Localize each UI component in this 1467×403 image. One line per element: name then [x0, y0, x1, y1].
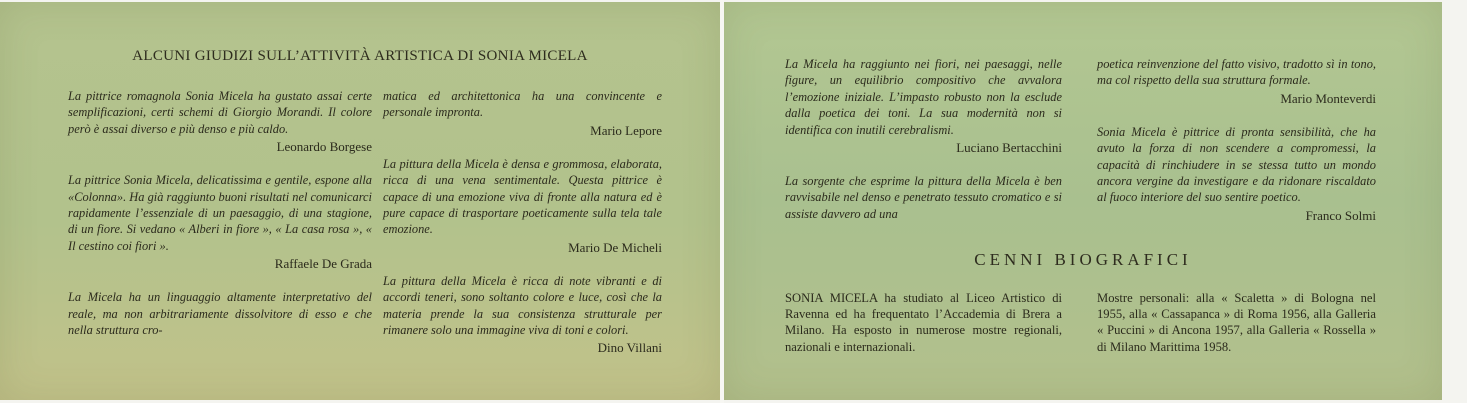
quote-author: Leonardo Borgese — [276, 139, 372, 155]
quote-author: Mario Monteverdi — [1280, 90, 1376, 106]
quote-author: Mario De Micheli — [568, 239, 662, 255]
quote-text: La pittura della Micela è ricca di note vibranti e di accordi teneri, sono soltanto colore e luce, così che la materia prende la sua consistenza strutturale per rimanere solo una immagine viva di toni e colori. — [383, 273, 662, 338]
quote-text: La Micela ha raggiunto nei fiori, nei paesaggi, nelle figure, un equilibrio compositivo che avvalora l’emozione iniziale. L’impasto robusto non la esclude dalla poetica dei toni. La sua modernità non si identifica con inutili cerebralismi. — [785, 57, 1062, 137]
quote-text: La sorgente che esprime la pittura della Micela è ben ravvisabile nel denso e penetrato tessuto cromatico e si assiste davvero ad una — [785, 174, 1062, 221]
biography-right: Mostre personali: alla « Scaletta » di Bologna nel 1955, alla « Cassapanca » di Roma 1956, alla Galleria « Puccini » di Ancona 1957, alla Galleria « Rossella » di Milano Marittima 1958. — [1097, 291, 1376, 354]
quote-text: La Micela ha un linguaggio altamente interpretativo del reale, ma non arbitrariamente dissolvitore di esso e che nella struttura cro- — [68, 290, 372, 338]
biography-left: SONIA MICELA ha studiato al Liceo Artistico di Ravenna ed ha frequentato l’Accademia di Brera a Milano. Ha esposto in numerose mostre regionali, nazionali e internazionali. — [785, 291, 1062, 354]
quote-text: matica ed architettonica ha una convincente e personale impronta. — [383, 89, 662, 120]
left-column-2 — [383, 88, 662, 356]
quote-text: La pittrice romagnola Sonia Micela ha gustato assai certe semplificazioni, certi schemi di Giorgio Morandi. Il colore però è assai diverso e più denso e più caldo. — [68, 89, 372, 136]
quote-text: poetica reinvenzione del fatto visivo, tradotto sì in tono, ma col rispetto della sua struttura formale. — [1097, 57, 1376, 88]
quote-author: Dino Villani — [597, 340, 662, 356]
critiques-title: ALCUNI GIUDIZI SULL’ATTIVITÀ ARTISTICA DI SONIA MICELA — [132, 48, 588, 64]
quote-text: Sonia Micela è pittrice di pronta sensibilità, che ha avuto la forza di non scendere a compromessi, la capacità di rinchiudere in se stessa tutto un mondo ancora vergine da investigare e da ridonare riscaldato al fuoco interiore del suo sentire poetico. — [1097, 124, 1376, 205]
quote-author: Luciano Bertacchini — [956, 140, 1062, 156]
left-column-1 — [68, 88, 372, 338]
quote-author: Mario Lepore — [590, 122, 662, 138]
quote-text: La pittura della Micela è densa e grommosa, elaborata, ricca di una vena sentimentale. Questa pittrice è capace di una emozione viva di fronte alla natura ed è pure capace di trasportare poeticamente sulla tela tale emozione. — [383, 156, 662, 237]
quote-author: Raffaele De Grada — [274, 256, 372, 272]
right-column-1 — [785, 56, 1062, 222]
quote-text: La pittrice Sonia Micela, delicatissima e gentile, espone alla «Colonna». Ha già raggiunto buoni risultati nel comunicarci rapidamente l’essenziale di un paesaggio, di una stagione, di un fiore. Si vedano « Alberi in fiore », « La casa rosa », « Il cestino coi fiori ». — [68, 173, 372, 253]
quote-author: Franco Solmi — [1305, 207, 1376, 223]
right-column-2 — [1097, 56, 1376, 224]
biography-title: CENNI BIOGRAFICI — [974, 250, 1192, 269]
